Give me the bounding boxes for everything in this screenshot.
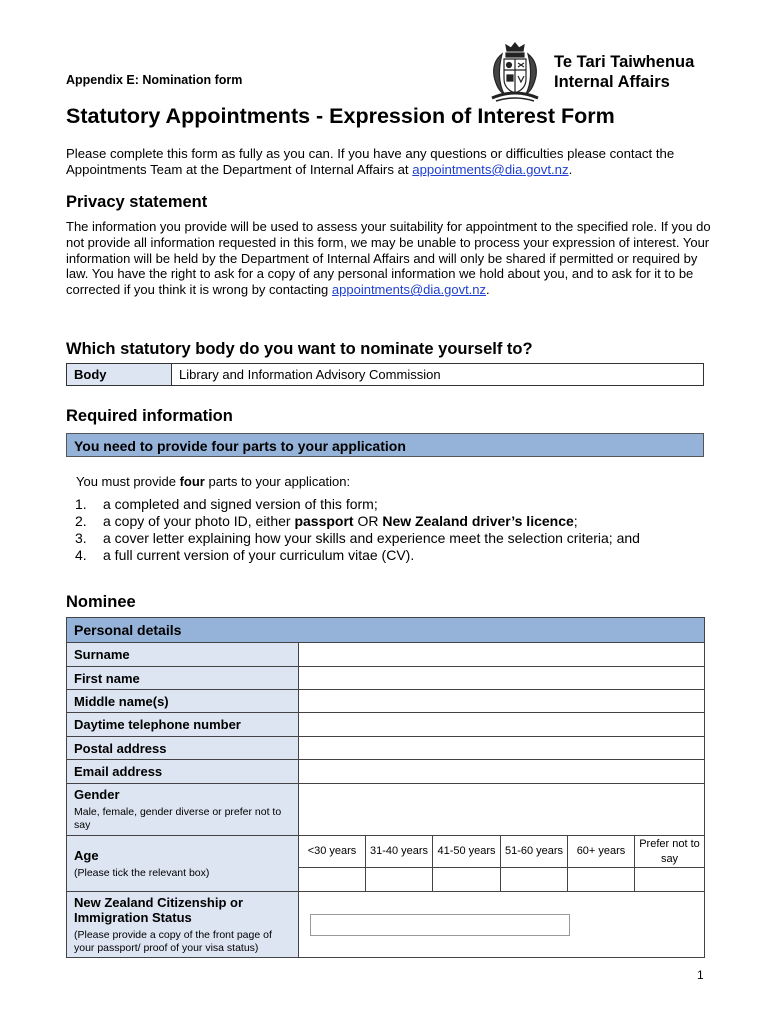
logo-line2: Internal Affairs	[554, 73, 670, 91]
age-option-label: <30 years	[299, 836, 366, 868]
email-address-field[interactable]	[299, 760, 705, 784]
logo-line1: Te Tari Taiwhenua	[554, 53, 695, 71]
list-text-mid: OR	[353, 513, 383, 529]
list-number: 2.	[75, 513, 87, 529]
list-number: 4.	[75, 547, 87, 563]
gender-label: Gender	[74, 787, 120, 802]
required-intro-bold: four	[179, 474, 205, 489]
dia-logo	[480, 40, 710, 106]
age-label: Age	[74, 847, 99, 863]
surname-label: Surname	[67, 643, 299, 667]
privacy-email-link[interactable]: appointments@dia.govt.nz	[331, 282, 487, 298]
page-title: Statutory Appointments - Expression of Interest Form	[66, 104, 615, 128]
statutory-body-table	[66, 363, 704, 386]
list-text-post: ;	[573, 513, 578, 529]
list-item	[66, 496, 640, 513]
statutory-body-heading: Which statutory body do you want to nominate yourself to?	[66, 340, 533, 358]
page-number: 1	[697, 968, 704, 982]
phone-field[interactable]	[299, 713, 705, 737]
list-number: 1.	[75, 496, 87, 512]
list-text: a completed and signed version of this form;	[103, 496, 378, 512]
age-option-label: Prefer not to say	[635, 836, 705, 868]
citizenship-input[interactable]	[310, 914, 570, 936]
age-option-label: 31-40 years	[366, 836, 433, 868]
gender-label-cell	[67, 784, 299, 836]
list-number: 3.	[75, 530, 87, 546]
list-item	[66, 547, 640, 564]
personal-details-table	[66, 617, 705, 958]
citizenship-label-cell	[67, 892, 299, 958]
age-tick-box-prefer-not[interactable]	[635, 868, 705, 892]
privacy-paragraph	[66, 219, 716, 298]
age-tick-box-41-50[interactable]	[433, 868, 501, 892]
intro-text: Please complete this form as fully as you can. If you have any questions or difficulties please contact the Appointments Team at the Department of Internal Affairs at	[66, 146, 675, 177]
age-tick-box-under-30[interactable]	[299, 868, 366, 892]
privacy-heading: Privacy statement	[66, 193, 208, 211]
middle-names-field[interactable]	[299, 690, 705, 713]
age-tick-box-51-60[interactable]	[501, 868, 568, 892]
age-option-label: 51-60 years	[501, 836, 568, 868]
phone-label: Daytime telephone number	[67, 713, 299, 737]
required-intro-post: parts to your application:	[204, 474, 351, 489]
postal-address-label: Postal address	[67, 737, 299, 760]
intro-end: .	[568, 162, 573, 177]
list-text: a full current version of your curriculum vitae (CV).	[103, 547, 415, 563]
age-tick-box-31-40[interactable]	[366, 868, 433, 892]
list-text-bold-passport: passport	[294, 513, 354, 529]
middle-names-label: Middle name(s)	[67, 690, 299, 713]
nominee-heading: Nominee	[66, 593, 136, 611]
list-text: a cover letter explaining how your skills and experience meet the selection criteria; and	[103, 530, 640, 546]
list-item	[66, 513, 640, 530]
appendix-label: Appendix E: Nomination form	[66, 73, 243, 87]
intro-email-link[interactable]: appointments@dia.govt.nz	[412, 162, 569, 177]
intro-paragraph	[66, 146, 716, 178]
list-text	[103, 513, 578, 530]
required-intro-pre: You must provide	[76, 474, 180, 489]
gender-field[interactable]	[299, 784, 705, 836]
privacy-text: The information you provide will be used to assess your suitability for appointment to the specified role. If you do not provide all information requested in this form, we may be unable to process your expression of interest. Your information will be held by the Department of Internal Affairs and will only be shared if permitted or required by law. You have the right to ask for a copy of any personal information we hold about you, and to ask for it to be corrected if you think it is wrong by contacting	[66, 219, 711, 298]
first-name-label: First name	[67, 667, 299, 690]
personal-details-header: Personal details	[67, 618, 705, 643]
list-text-pre: a copy of your photo ID, either	[103, 513, 295, 529]
citizenship-label: New Zealand Citizenship or Immigration Status	[74, 894, 244, 925]
list-item	[66, 530, 640, 547]
age-option-label: 60+ years	[568, 836, 635, 868]
age-option-label: 41-50 years	[433, 836, 501, 868]
age-tick-box-60-plus[interactable]	[568, 868, 635, 892]
logo-text	[554, 52, 694, 92]
citizenship-hint: (Please provide a copy of the front page of your passport/ proof of your visa status)	[74, 928, 272, 954]
citizenship-cell	[299, 892, 705, 958]
body-value-field[interactable]: Library and Information Advisory Commission	[172, 364, 704, 386]
surname-field[interactable]	[299, 643, 705, 667]
body-label: Body	[67, 364, 172, 386]
required-heading: Required information	[66, 407, 233, 425]
privacy-end: .	[486, 282, 490, 298]
age-label-cell	[67, 836, 299, 892]
age-hint: (Please tick the relevant box)	[74, 866, 210, 879]
postal-address-field[interactable]	[299, 737, 705, 760]
required-banner: You need to provide four parts to your application	[66, 433, 704, 457]
coat-of-arms-icon	[480, 40, 550, 106]
list-text-bold-licence: New Zealand driver’s licence	[382, 513, 574, 529]
required-list	[66, 496, 640, 564]
first-name-field[interactable]	[299, 667, 705, 690]
gender-hint: Male, female, gender diverse or prefer not to say	[74, 806, 282, 831]
email-address-label: Email address	[67, 760, 299, 784]
required-intro	[76, 474, 350, 489]
